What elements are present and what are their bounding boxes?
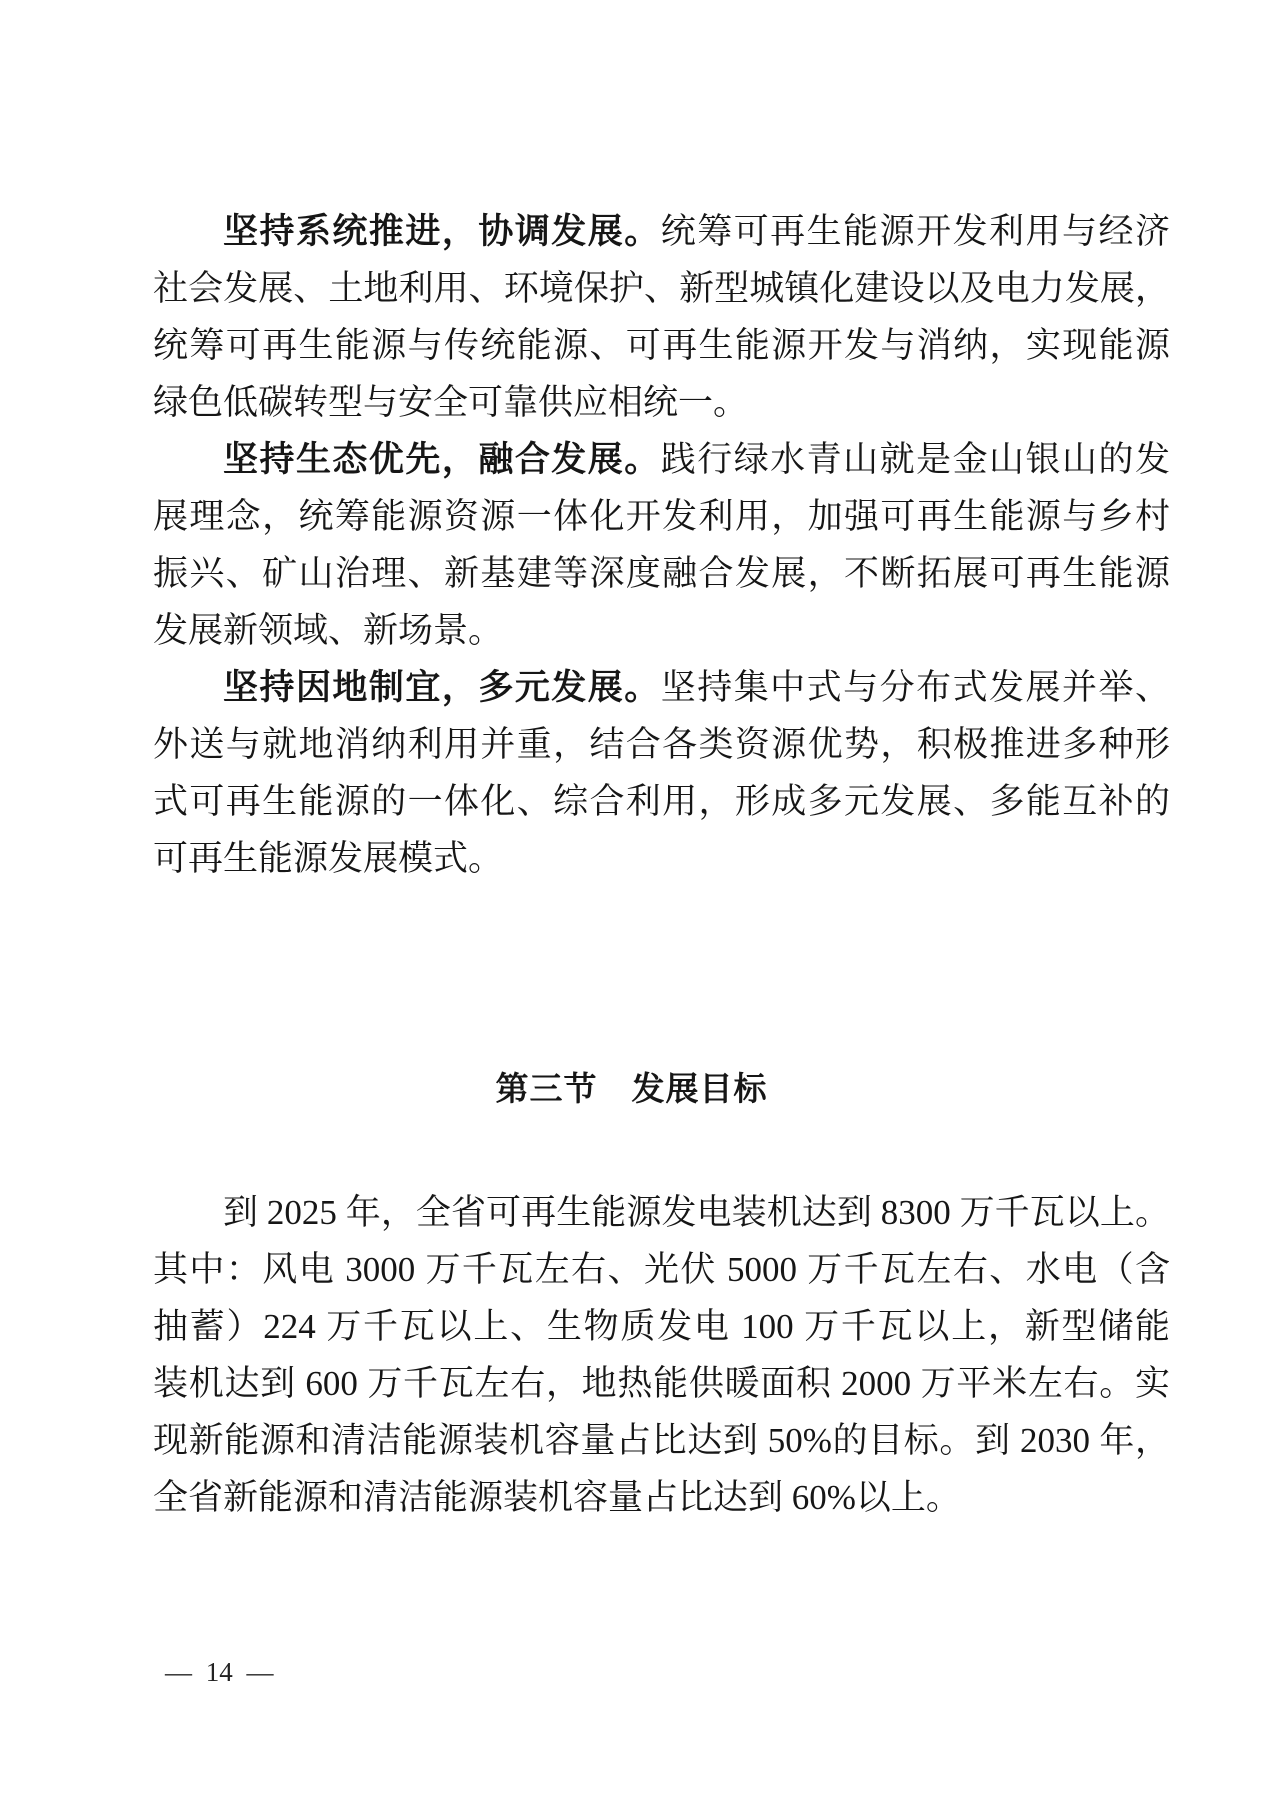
text-line: [153, 773, 1170, 830]
paragraph: [153, 431, 1170, 659]
page-number: — 14 —: [165, 1657, 274, 1687]
text-line: [153, 203, 1170, 260]
guiding-principles-section: [153, 203, 1170, 887]
text-line: [153, 1241, 1170, 1298]
line-text: 可再生能源发展模式。: [153, 839, 504, 878]
text-line: [153, 1298, 1170, 1355]
line-text: 振兴、矿山治理、新基建等深度融合发展，不断拓展可再生能源: [153, 554, 1170, 593]
text-line: [153, 545, 1170, 602]
line-text: 现新能源和清洁能源装机容量占比达到 50%的目标。到 2030 年，: [153, 1421, 1170, 1460]
line-text: 践行绿水青山就是金山银山的发: [660, 440, 1170, 479]
section-heading: 第三节 发展目标: [495, 1072, 768, 1108]
document-body: [153, 203, 1170, 1526]
line-text: 式可再生能源的一体化、综合利用，形成多元发展、多能互补的: [153, 782, 1170, 821]
bold-lead: 坚持因地制宜，多元发展。: [223, 668, 661, 707]
line-text: 社会发展、土地利用、环境保护、新型城镇化建设以及电力发展，: [153, 269, 1170, 308]
text-line: [153, 374, 1170, 431]
text-line: [153, 260, 1170, 317]
text-line: [153, 488, 1170, 545]
text-line: [153, 1355, 1170, 1412]
paragraph: [153, 203, 1170, 431]
text-line: [153, 602, 1170, 659]
text-line: [153, 1412, 1170, 1469]
line-text: 展理念，统筹能源资源一体化开发利用，加强可再生能源与乡村: [153, 497, 1170, 536]
line-text: 坚持集中式与分布式发展并举、: [660, 668, 1170, 707]
line-text: 绿色低碳转型与安全可靠供应相统一。: [153, 383, 749, 422]
bold-lead: 坚持生态优先，融合发展。: [223, 440, 661, 479]
line-text: 统筹可再生能源开发利用与经济: [660, 212, 1170, 251]
text-line: [153, 716, 1170, 773]
line-text: 抽蓄）224 万千瓦以上、生物质发电 100 万千瓦以上，新型储能: [153, 1307, 1170, 1346]
bold-lead: 坚持系统推进，协调发展。: [223, 212, 661, 251]
development-goals-paragraph: [153, 1184, 1170, 1526]
text-line: [153, 317, 1170, 374]
line-text: 全省新能源和清洁能源装机容量占比达到 60%以上。: [153, 1478, 961, 1517]
text-line: [153, 1184, 1170, 1241]
line-text: 外送与就地消纳利用并重，结合各类资源优势，积极推进多种形: [153, 725, 1170, 764]
line-text: 到 2025 年，全省可再生能源发电装机达到 8300 万千瓦以上。: [223, 1193, 1170, 1232]
line-text: 其中：风电 3000 万千瓦左右、光伏 5000 万千瓦左右、水电（含: [153, 1250, 1170, 1289]
line-text: 发展新领域、新场景。: [153, 611, 504, 650]
text-line: [153, 431, 1170, 488]
text-line: [153, 830, 1170, 887]
line-text: 装机达到 600 万千瓦左右，地热能供暖面积 2000 万平米左右。实: [153, 1364, 1170, 1403]
text-line: [153, 1469, 1170, 1526]
text-line: [153, 659, 1170, 716]
paragraph: [153, 659, 1170, 887]
line-text: 统筹可再生能源与传统能源、可再生能源开发与消纳，实现能源: [153, 326, 1170, 365]
